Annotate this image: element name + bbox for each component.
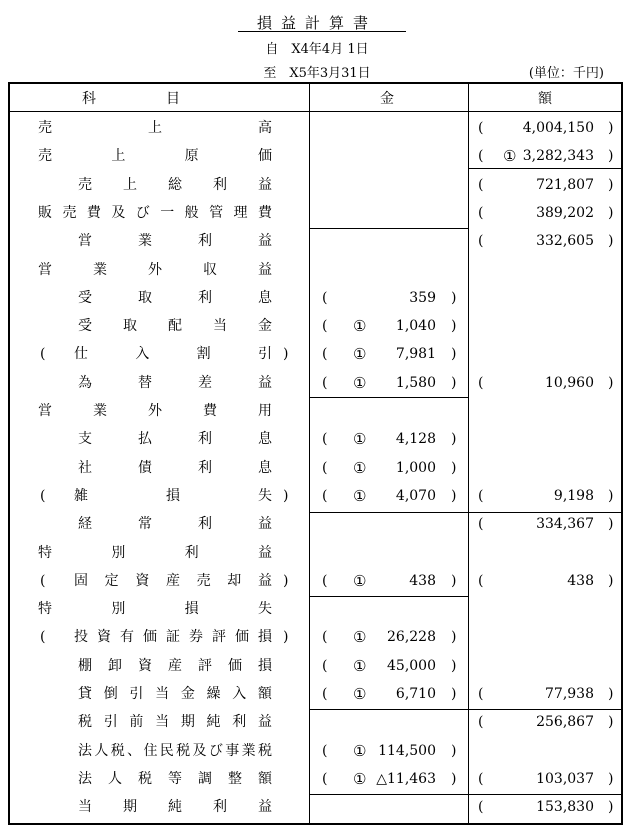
label-char: 営 [38, 403, 52, 419]
row-label [38, 146, 272, 166]
label-char: 損 [258, 629, 272, 646]
circled-mark: ① [353, 345, 367, 364]
mid-open-paren: ( [322, 770, 328, 787]
label-char: 利 [198, 516, 212, 533]
label-char: 営 [38, 261, 52, 278]
rule [309, 794, 468, 795]
right-close-paren: ) [608, 176, 614, 193]
label-char: 受 [78, 318, 92, 335]
label-char: 産 [168, 657, 182, 674]
label-char: 人 [108, 770, 122, 787]
label-open-paren: ( [40, 629, 46, 646]
label-char: び [208, 742, 223, 759]
label-char: 息 [258, 289, 272, 306]
label-char: 税 [110, 742, 125, 759]
rule [309, 397, 468, 398]
row-label [78, 288, 272, 308]
right-close-paren: ) [608, 714, 614, 731]
right-close-paren: ) [608, 487, 614, 504]
label-char: 特 [38, 601, 52, 618]
mid-amount: 26,228 [387, 629, 436, 646]
label-char: 用 [258, 403, 272, 419]
label-char: 仕 [74, 346, 88, 363]
label-char: 業 [241, 742, 256, 759]
mid-amount: 1,000 [395, 459, 436, 476]
right-close-paren: ) [608, 120, 614, 136]
label-char: 資 [138, 657, 152, 674]
label-char: 販 [38, 204, 52, 221]
label-char: 利 [198, 233, 212, 250]
right-open-paren: ( [478, 374, 484, 391]
label-char: 繰 [206, 686, 221, 702]
label-close-paren: ) [283, 629, 289, 646]
mid-close-paren: ) [451, 374, 457, 391]
mid-open-paren: ( [322, 742, 328, 759]
label-char: 益 [258, 374, 272, 391]
label-char: 損 [184, 601, 199, 618]
right-close-paren: ) [608, 770, 614, 787]
label-close-paren: ) [283, 487, 289, 504]
label-char: 額 [258, 770, 272, 787]
mid-open-paren: ( [322, 374, 328, 391]
column-header-amount2: 額 [538, 91, 552, 107]
label-char: 額 [257, 686, 272, 702]
mid-close-paren: ) [451, 346, 457, 363]
label-char: 利 [213, 799, 227, 816]
label-char: 益 [258, 233, 272, 250]
label-open-paren: ( [40, 487, 46, 504]
label-char: 税 [138, 770, 152, 787]
mid-open-paren: ( [322, 487, 328, 504]
label-char: 為 [78, 374, 92, 391]
label-char: 特 [38, 544, 52, 561]
right-open-paren: ( [478, 120, 484, 136]
label-char: 入 [232, 686, 247, 702]
right-amount: 334,367 [536, 516, 594, 533]
label-char: 売 [196, 572, 211, 589]
label-char: 却 [227, 572, 242, 589]
label-char: 別 [111, 544, 126, 561]
label-char: 利 [184, 544, 199, 561]
label-char: 払 [138, 431, 152, 448]
mid-open-paren: ( [322, 346, 328, 363]
page-title: 損益計算書 [256, 14, 377, 32]
label-char: 益 [258, 176, 272, 193]
right-open-paren: ( [478, 770, 484, 787]
right-open-paren: ( [478, 487, 484, 504]
mid-close-paren: ) [451, 431, 457, 448]
label-char: 当 [155, 686, 170, 702]
rule [468, 709, 623, 710]
mid-close-paren: ) [451, 487, 457, 504]
label-char: 売 [62, 204, 77, 221]
mid-open-paren: ( [322, 572, 328, 589]
circled-mark: ① [353, 628, 367, 647]
row-label [78, 175, 272, 195]
right-close-paren: ) [608, 799, 614, 816]
label-char: 法 [78, 770, 92, 787]
rule [468, 794, 623, 795]
label-char: 息 [258, 431, 272, 448]
label-char: 引 [129, 686, 144, 702]
label-char: 売 [38, 120, 52, 136]
label-char: 管 [209, 204, 224, 221]
mid-open-paren: ( [322, 318, 328, 335]
label-char: 住 [143, 742, 158, 759]
unit-label: (単位：千円) [528, 66, 604, 81]
label-char: 金 [258, 318, 272, 335]
row-label [38, 543, 272, 563]
label-char: 、 [127, 742, 142, 759]
label-char: 雑 [74, 487, 88, 504]
mid-close-paren: ) [451, 289, 457, 306]
circled-mark: ① [353, 458, 367, 477]
label-char: 社 [78, 459, 92, 476]
mid-amount: 7,981 [395, 346, 436, 363]
right-amount: 721,807 [536, 176, 594, 193]
right-amount: 389,202 [536, 204, 594, 221]
label-char: 資 [97, 629, 111, 646]
label-char: 上 [148, 120, 162, 136]
row-label [78, 797, 272, 817]
mid-close-paren: ) [451, 459, 457, 476]
right-open-paren: ( [478, 714, 484, 731]
label-char: 高 [258, 120, 272, 136]
right-open-paren: ( [478, 176, 484, 193]
right-close-paren: ) [608, 686, 614, 702]
label-char: 投 [74, 629, 88, 646]
label-char: 収 [203, 261, 217, 278]
label-char: 外 [148, 261, 162, 278]
col-divider-left [309, 112, 310, 825]
right-close-paren: ) [608, 374, 614, 391]
row-label [78, 429, 272, 449]
right-amount: 438 [567, 572, 594, 589]
label-char: 配 [168, 318, 182, 335]
right-close-paren: ) [608, 572, 614, 589]
row-label [38, 401, 272, 421]
period-to: 至 X5年3月31日 [263, 66, 371, 81]
row-label [78, 514, 272, 534]
right-amount: 103,037 [536, 770, 594, 787]
right-open-paren: ( [478, 204, 484, 221]
mid-close-paren: ) [451, 770, 457, 787]
label-char: 事 [225, 742, 240, 759]
right-amount: 3,282,343 [522, 148, 594, 165]
label-char: 民 [159, 742, 174, 759]
col-divider-right [468, 112, 469, 825]
right-open-paren: ( [478, 148, 484, 165]
label-char: 価 [235, 629, 249, 646]
label-char: 取 [123, 318, 137, 335]
label-char: 業 [93, 261, 107, 278]
circled-mark: ① [353, 430, 367, 449]
label-char: 営 [78, 233, 92, 250]
mid-amount: 1,040 [395, 318, 436, 335]
column-header-amount: 金 [380, 91, 394, 107]
label-char: 税 [257, 742, 272, 759]
label-char: 有 [120, 629, 134, 646]
label-char: 期 [123, 799, 137, 816]
right-amount: 332,605 [536, 233, 594, 250]
label-char: 価 [143, 629, 157, 646]
row-label [38, 260, 272, 280]
circled-mark: ① [353, 741, 367, 760]
right-open-paren: ( [478, 233, 484, 250]
label-char: 利 [213, 176, 227, 193]
label-char: 券 [189, 629, 203, 646]
label-char: 上 [123, 176, 137, 193]
label-char: 損 [166, 487, 180, 504]
mid-close-paren: ) [451, 318, 457, 335]
mid-amount: 114,500 [378, 742, 436, 759]
mid-amount: 4,070 [395, 487, 436, 504]
mid-open-paren: ( [322, 459, 328, 476]
label-char: 棚 [78, 657, 92, 674]
label-char: 価 [228, 657, 242, 674]
right-amount: 256,867 [536, 714, 594, 731]
label-char: 益 [257, 544, 272, 561]
mid-open-paren: ( [322, 686, 328, 702]
mid-close-paren: ) [451, 686, 457, 702]
label-char: 当 [78, 799, 92, 816]
label-close-paren: ) [283, 346, 289, 363]
label-char: 入 [135, 346, 150, 363]
label-char: 益 [257, 714, 272, 731]
label-char: 金 [180, 686, 195, 702]
label-char: 利 [232, 714, 247, 731]
right-amount: 77,938 [545, 686, 594, 702]
row-label [78, 373, 272, 393]
mid-close-paren: ) [451, 629, 457, 646]
label-char: 失 [257, 601, 272, 618]
right-amount: 10,960 [545, 374, 594, 391]
label-char: 定 [104, 572, 119, 589]
right-amount: 4,004,150 [522, 120, 594, 136]
label-char: 及 [111, 204, 126, 221]
label-char: 総 [168, 176, 182, 193]
label-char: 益 [258, 516, 272, 533]
label-char: 別 [111, 601, 126, 618]
label-char: 取 [138, 289, 152, 306]
label-char: 費 [86, 204, 101, 221]
label-char: 及 [192, 742, 207, 759]
label-char: 差 [198, 374, 212, 391]
label-char: 貸 [78, 686, 92, 702]
label-char: 理 [233, 204, 248, 221]
circled-mark: ① [353, 685, 367, 703]
mid-amount: 1,580 [395, 374, 436, 391]
label-char: 整 [228, 770, 242, 787]
row-label [38, 118, 272, 138]
right-open-paren: ( [478, 799, 484, 816]
label-char: 当 [155, 714, 170, 731]
label-open-paren: ( [40, 346, 46, 363]
mid-amount: 438 [409, 572, 436, 589]
label-char: 利 [198, 459, 212, 476]
right-close-paren: ) [608, 204, 614, 221]
row-label [74, 627, 272, 647]
row-label [78, 458, 272, 478]
label-char: 費 [257, 204, 272, 221]
period-from: 自 X4年4月 1日 [265, 42, 369, 57]
right-close-paren: ) [608, 148, 614, 165]
circled-mark: ① [353, 317, 367, 336]
label-char: 業 [138, 233, 152, 250]
mid-amount: 4,128 [395, 431, 436, 448]
label-char: 固 [74, 572, 88, 589]
label-char: 法 [78, 742, 92, 759]
label-char: 外 [148, 403, 162, 419]
label-char: 純 [168, 799, 182, 816]
label-char: 税 [78, 714, 92, 731]
label-char: 当 [213, 318, 227, 335]
label-char: 経 [78, 516, 92, 533]
label-char: 前 [129, 714, 144, 731]
label-char: 利 [198, 289, 212, 306]
right-close-paren: ) [608, 516, 614, 533]
label-char: 倒 [103, 686, 118, 702]
label-char: 原 [184, 148, 199, 165]
label-char: 業 [93, 403, 107, 419]
label-char: 利 [198, 431, 212, 448]
circled-mark: ① [353, 571, 367, 590]
row-label [38, 599, 272, 619]
circled-mark: ① [353, 373, 367, 392]
row-label [78, 656, 272, 676]
row-label [78, 712, 272, 732]
mid-open-paren: ( [322, 431, 328, 448]
label-char: 売 [38, 148, 52, 165]
row-label [78, 231, 272, 251]
right-close-paren: ) [608, 233, 614, 250]
circled-mark: ① [353, 486, 367, 505]
right-amount: 153,830 [536, 799, 594, 816]
rule [309, 228, 468, 229]
label-char: 損 [258, 657, 272, 674]
row-label [74, 486, 272, 506]
mid-open-paren: ( [322, 629, 328, 646]
label-char: 常 [138, 516, 152, 533]
rule [309, 709, 468, 710]
row-label [74, 344, 272, 364]
label-char: 評 [212, 629, 226, 646]
mid-close-paren: ) [451, 742, 457, 759]
mid-amount: 6,710 [395, 686, 436, 702]
label-char: 上 [111, 148, 126, 165]
column-header-subject: 科 目 [82, 91, 180, 107]
header-divider [8, 111, 623, 112]
label-open-paren: ( [40, 572, 46, 589]
label-char: 失 [258, 487, 272, 504]
label-char: 引 [257, 346, 272, 363]
label-char: 証 [166, 629, 180, 646]
label-char: 売 [78, 176, 92, 193]
row-label [78, 684, 272, 704]
right-open-paren: ( [478, 686, 484, 702]
header-col-divider-2 [468, 82, 469, 112]
rule [309, 512, 468, 513]
label-char: 替 [138, 374, 152, 391]
title-underline [238, 31, 406, 32]
label-char: 益 [257, 572, 272, 589]
mid-open-paren: ( [322, 657, 328, 674]
mid-open-paren: ( [322, 289, 328, 306]
label-char: び [135, 204, 150, 221]
mid-close-paren: ) [451, 572, 457, 589]
label-char: 等 [168, 770, 182, 787]
circled-mark: ① [353, 656, 367, 675]
header-col-divider-1 [309, 82, 310, 112]
label-char: 支 [78, 431, 92, 448]
mid-amount: 45,000 [387, 657, 436, 674]
right-open-paren: ( [478, 572, 484, 589]
label-char: 一 [160, 204, 175, 221]
label-char: 純 [206, 714, 221, 731]
label-char: 益 [258, 799, 272, 816]
rule [468, 168, 623, 169]
right-open-paren: ( [478, 516, 484, 533]
label-char: 益 [258, 261, 272, 278]
label-char: 評 [198, 657, 212, 674]
label-char: 債 [138, 459, 152, 476]
label-char: 息 [258, 459, 272, 476]
mid-close-paren: ) [451, 657, 457, 674]
label-char: 費 [203, 403, 217, 419]
rule [468, 512, 623, 513]
circled-mark: ① [353, 769, 367, 788]
right-amount: 9,198 [553, 487, 594, 504]
label-char: 価 [257, 148, 272, 165]
label-char: 般 [184, 204, 199, 221]
label-char: 資 [135, 572, 150, 589]
label-char: 割 [196, 346, 211, 363]
row-label [74, 571, 272, 591]
label-char: 産 [165, 572, 180, 589]
label-char: 期 [180, 714, 195, 731]
row-label [38, 203, 272, 223]
row-label [78, 769, 272, 789]
circled-mark: ① [503, 147, 517, 166]
row-label [78, 316, 272, 336]
mid-amount: △11,463 [376, 770, 436, 787]
label-close-paren: ) [283, 572, 289, 589]
label-char: 税 [176, 742, 191, 759]
row-label [78, 741, 272, 761]
label-char: 受 [78, 289, 92, 306]
label-char: 引 [103, 714, 118, 731]
label-char: 卸 [108, 657, 122, 674]
label-char: 調 [198, 770, 212, 787]
mid-amount: 359 [409, 289, 436, 306]
label-char: 人 [94, 742, 109, 759]
rule [309, 596, 468, 597]
